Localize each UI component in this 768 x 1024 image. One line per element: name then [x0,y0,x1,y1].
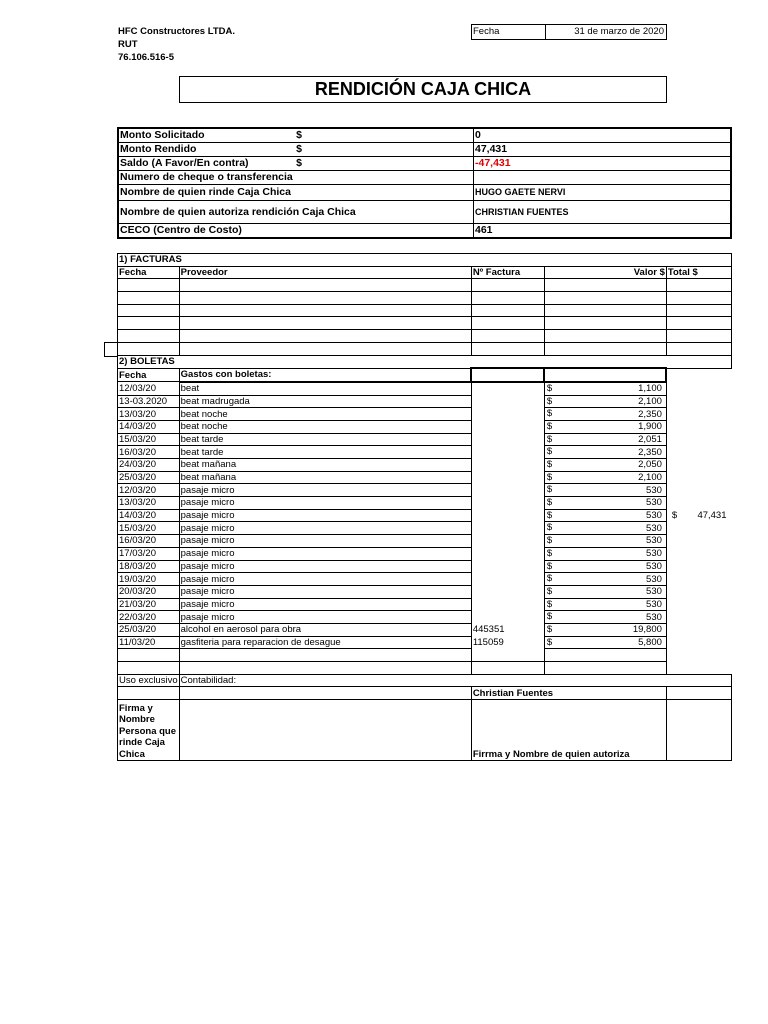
boleta-row [118,636,732,649]
boletas-total-value: 47,431 [697,509,727,521]
firma-autoriza-space[interactable] [666,700,731,761]
boleta-valor: 530 [646,510,662,522]
boleta-valor-cell [544,547,666,560]
boleta-fecha: 16/03/20 [118,535,180,548]
boleta-valor: 530 [646,598,662,610]
boleta-valor-cell [544,509,666,522]
boleta-valor: 2,100 [638,395,662,407]
boleta-fecha: 25/03/20 [118,471,180,484]
boleta-desc: pasaje micro [179,611,471,624]
boleta-valor-cell [544,382,666,395]
facturas-header-fecha: Fecha [118,266,180,279]
summary-label-cell [118,171,474,185]
boleta-valor-cell [544,636,666,649]
facturas-empty-row [118,317,732,330]
boleta-doc [471,535,544,548]
boleta-desc: pasaje micro [179,560,471,573]
boleta-currency: $ [546,459,553,470]
boleta-currency: $ [546,522,553,534]
boleta-valor-cell [544,395,666,408]
boleta-valor-cell [544,459,666,472]
boletas-header-valor [544,368,666,382]
summary-value[interactable]: CHRISTIAN FUENTES [474,201,732,224]
boletas-header-fecha: Fecha [118,368,180,382]
facturas-empty-row [118,342,732,355]
boleta-valor-cell [544,598,666,611]
boleta-row [118,522,732,535]
summary-value[interactable] [474,171,732,185]
boleta-doc [471,446,544,459]
boleta-currency: $ [546,408,553,420]
boleta-row [118,598,732,611]
boleta-currency: $ [546,395,553,407]
boleta-doc: 115059 [471,636,544,649]
firma-row [118,700,732,761]
boleta-currency: $ [546,598,553,610]
summary-value[interactable]: 47,431 [474,143,732,157]
firma-rinde-space[interactable] [179,700,471,761]
boleta-valor: 2,051 [638,433,662,445]
boleta-valor: 530 [646,522,662,534]
date-box [471,24,667,40]
facturas-empty-row [118,292,732,305]
boleta-currency: $ [546,547,553,559]
boleta-doc [471,573,544,586]
summary-value[interactable]: -47,431 [474,157,732,171]
boleta-desc: beat mañana [179,471,471,484]
summary-row [118,201,731,224]
autoriza-name-row [118,687,732,700]
boleta-valor-cell [544,446,666,459]
boleta-desc: pasaje micro [179,497,471,510]
boleta-doc [471,433,544,446]
boleta-doc [471,420,544,433]
boleta-valor: 530 [646,573,662,585]
boleta-fecha: 19/03/20 [118,573,180,586]
summary-dollar: $ [296,143,302,155]
boletas-section-title: 2) BOLETAS [118,355,732,368]
boleta-desc: pasaje micro [179,547,471,560]
boleta-currency: $ [546,484,553,496]
summary-label: Monto Solicitado [120,129,205,141]
summary-label: Monto Rendido [120,143,197,155]
boleta-row [118,535,732,548]
boleta-row [118,623,732,636]
boleta-fecha: 16/03/20 [118,446,180,459]
boleta-row [118,497,732,510]
boleta-row [118,611,732,624]
boleta-currency: $ [546,585,553,597]
boleta-currency: $ [546,509,553,521]
boleta-row [118,459,732,472]
boleta-doc [471,522,544,535]
boleta-valor: 2,050 [638,459,662,471]
company-block [118,25,235,64]
date-divider [545,25,546,39]
boleta-valor-cell [544,471,666,484]
date-label: Fecha [473,26,500,37]
summary-label-cell [118,201,474,224]
boletas-header-row [118,368,732,382]
boleta-doc [471,560,544,573]
boleta-doc [471,459,544,472]
boleta-desc: gasfiteria para reparacion de desague [179,636,471,649]
boletas-header-blank [666,368,731,382]
boleta-fecha: 21/03/20 [118,598,180,611]
summary-value[interactable]: 461 [474,224,732,239]
boleta-desc: beat mañana [179,459,471,472]
boleta-currency: $ [546,573,553,585]
boleta-row [118,471,732,484]
boleta-currency: $ [546,420,553,432]
boleta-desc: pasaje micro [179,598,471,611]
document-title: RENDICIÓN CAJA CHICA [179,76,667,103]
boleta-desc: pasaje micro [179,573,471,586]
uso-exclusivo-row [118,674,732,687]
boleta-doc [471,598,544,611]
boleta-desc: pasaje micro [179,522,471,535]
boleta-valor-cell [544,585,666,598]
boleta-row [118,509,732,522]
boleta-desc: alcohol en aerosol para obra [179,623,471,636]
boleta-valor: 530 [646,611,662,623]
boletas-total-cell [666,382,731,649]
boleta-doc [471,395,544,408]
summary-dollar: $ [296,129,302,141]
boleta-desc: beat tarde [179,446,471,459]
boleta-valor-cell [544,484,666,497]
boleta-valor-cell [544,433,666,446]
boletas-total-currency: $ [671,509,678,521]
boleta-valor: 1,100 [638,383,662,395]
boleta-currency: $ [546,382,553,394]
boleta-row [118,420,732,433]
facturas-section-row [118,254,732,267]
boleta-doc [471,382,544,395]
boleta-fecha: 22/03/20 [118,611,180,624]
boleta-doc [471,509,544,522]
summary-row [118,128,731,143]
boleta-valor: 2,100 [638,472,662,484]
boleta-doc [471,547,544,560]
boleta-fecha: 12/03/20 [118,484,180,497]
summary-label: Numero de cheque o transferencia [120,171,293,183]
boleta-fecha: 15/03/20 [118,433,180,446]
boleta-fecha: 13/03/20 [118,497,180,510]
boleta-row [118,484,732,497]
facturas-empty-row [118,304,732,317]
boleta-fecha: 18/03/20 [118,560,180,573]
boleta-doc [471,484,544,497]
boleta-currency: $ [546,433,553,445]
boleta-valor-cell [544,522,666,535]
boletas-header-gastos: Gastos con boletas: [179,368,471,382]
boleta-valor: 530 [646,497,662,509]
boleta-currency: $ [546,623,553,635]
boleta-desc: beat [179,382,471,395]
summary-row [118,185,731,201]
boleta-valor-cell [544,497,666,510]
boleta-currency: $ [546,446,553,458]
boleta-desc: beat tarde [179,433,471,446]
boleta-fecha: 14/03/20 [118,509,180,522]
boleta-currency: $ [546,636,553,648]
contabilidad-label: Contabilidad: [179,674,731,687]
boleta-currency: $ [546,560,553,572]
boleta-valor: 530 [646,548,662,560]
boleta-row [118,446,732,459]
facturas-empty-row [118,330,732,343]
boleta-valor-cell [544,420,666,433]
boleta-desc: pasaje micro [179,535,471,548]
boleta-valor-cell [544,535,666,548]
boleta-doc [471,408,544,421]
summary-value[interactable]: HUGO GAETE NERVI [474,185,732,201]
uso-exclusivo-label: Uso exclusivo [119,675,178,687]
boleta-desc: pasaje micro [179,585,471,598]
boleta-fecha: 12/03/20 [118,382,180,395]
boleta-row [118,547,732,560]
boleta-currency: $ [546,611,553,623]
boletas-empty-row [118,662,732,675]
summary-label: CECO (Centro de Costo) [120,224,242,236]
boleta-valor-cell [544,408,666,421]
boleta-row [118,585,732,598]
summary-label: Nombre de quien rinde Caja Chica [120,186,291,198]
boleta-fecha: 13/03/20 [118,408,180,421]
boleta-row [118,408,732,421]
boleta-row [118,433,732,446]
boleta-fecha: 20/03/20 [118,585,180,598]
rut-label: RUT [118,39,138,50]
boleta-valor: 2,350 [638,446,662,458]
boleta-row [118,560,732,573]
boleta-valor-cell [544,560,666,573]
boleta-doc [471,497,544,510]
facturas-header-nro: Nº Factura [471,266,544,279]
boleta-valor-cell [544,611,666,624]
summary-label-cell [118,224,474,239]
summary-table [117,127,732,239]
facturas-empty-row [118,279,732,292]
boleta-doc [471,611,544,624]
summary-value[interactable]: 0 [474,128,732,143]
boletas-empty-row [118,649,732,662]
summary-label-cell [118,157,474,171]
boleta-row [118,382,732,395]
summary-label: Saldo (A Favor/En contra) [120,157,249,169]
boleta-valor: 530 [646,535,662,547]
facturas-header-proveedor: Proveedor [179,266,471,279]
boleta-fecha: 14/03/20 [118,420,180,433]
boleta-doc [471,585,544,598]
boleta-doc: 445351 [471,623,544,636]
boleta-valor: 2,350 [638,408,662,420]
boleta-fecha: 11/03/20 [118,636,180,649]
boleta-desc: beat madrugada [179,395,471,408]
left-stub-cell [104,342,118,357]
boleta-valor: 530 [646,586,662,598]
boleta-fecha: 13-03.2020 [118,395,180,408]
autoriza-name: Christian Fuentes [471,687,666,700]
summary-label: Nombre de quien autoriza rendición Caja Chica [120,205,356,218]
boleta-row [118,395,732,408]
boleta-desc: beat noche [179,408,471,421]
boleta-valor: 5,800 [638,636,662,648]
boletas-header-doc [471,368,544,382]
boleta-fecha: 15/03/20 [118,522,180,535]
rut-value: 76.106.516-5 [118,52,174,63]
boleta-currency: $ [546,535,553,547]
boleta-valor: 530 [646,560,662,572]
summary-dollar: $ [296,157,302,169]
date-value: 31 de marzo de 2020 [574,26,664,37]
boleta-currency: $ [546,497,553,509]
summary-label-cell [118,128,474,143]
boletas-section-row [118,355,732,368]
summary-label-cell [118,143,474,157]
boleta-doc [471,471,544,484]
firma-rinde-label: Firma y Nombre Persona que rinde Caja Chica [118,700,180,761]
boleta-desc: pasaje micro [179,484,471,497]
facturas-header-row [118,266,732,279]
firma-autoriza-label: Firrma y Nombre de quien autoriza [471,700,666,761]
boleta-fecha: 17/03/20 [118,547,180,560]
boleta-fecha: 24/03/20 [118,459,180,472]
detail-table [117,253,732,761]
facturas-header-valor: Valor $ [544,266,666,279]
boleta-valor: 530 [646,484,662,496]
summary-row [118,157,731,171]
boleta-desc: beat noche [179,420,471,433]
boleta-fecha: 25/03/20 [118,623,180,636]
summary-row [118,224,731,239]
boleta-valor-cell [544,623,666,636]
boleta-valor: 1,900 [638,421,662,433]
company-name: HFC Constructores LTDA. [118,26,235,37]
boleta-valor: 19,800 [632,624,662,636]
facturas-section-title: 1) FACTURAS [118,254,732,267]
summary-row [118,171,731,185]
summary-label-cell [118,185,474,201]
summary-row [118,143,731,157]
facturas-header-total: Total $ [666,266,731,279]
boleta-row [118,573,732,586]
boleta-valor-cell [544,573,666,586]
boleta-desc: pasaje micro [179,509,471,522]
boleta-currency: $ [546,471,553,483]
